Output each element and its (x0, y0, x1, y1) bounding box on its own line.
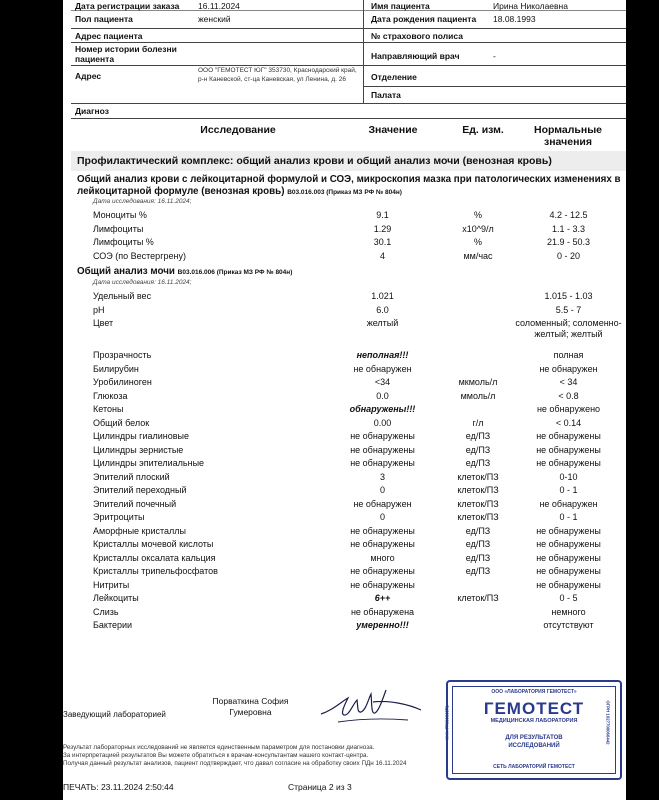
lab-stamp (446, 680, 622, 780)
blood-test-title (77, 174, 622, 198)
urine-row-unit: ед/ПЗ (465, 552, 491, 563)
page-number: Страница 2 из 3 (288, 782, 352, 792)
blood-row-value: 4 (379, 250, 385, 261)
column-unit: Ед. изм. (462, 124, 504, 136)
urine-row-value: умеренно!!! (356, 620, 409, 630)
urine-row-norm: не обнаружено (536, 404, 601, 414)
urine-row-unit: ед/ПЗ (465, 525, 491, 536)
urine-row-norm: не обнаружены (536, 579, 601, 590)
urine-row-value: 0.0 (376, 390, 389, 401)
urine-row-norm: немного (551, 606, 586, 617)
urine-row-name: Лейкоциты (93, 593, 139, 603)
column-test: Исследование (200, 124, 276, 136)
blood-row-norm: 0 - 20 (556, 250, 580, 261)
urine-row-name: Кетоны (93, 404, 124, 414)
header-rule (71, 103, 626, 104)
header-rule (71, 118, 626, 119)
urine-row-name: Бактерии (93, 620, 133, 630)
diagnosis-label: Диагноз (75, 106, 109, 116)
urine-row-value: 0.00 (373, 417, 392, 428)
blood-test-date: Дата исследования: 16.11.2024; (93, 198, 192, 205)
urine-row-value: 3 (379, 471, 385, 482)
urine-row-unit: ммоль/л (460, 390, 496, 401)
urine-row-norm: не обнаружены (536, 566, 601, 576)
stamp-middle-1: ДЛЯ РЕЗУЛЬТАТОВ (505, 735, 563, 741)
urine-test-name: Общий анализ мочи (77, 266, 175, 277)
stamp-bottom-text: СЕТЬ ЛАБОРАТОРИЙ ГЕМОТЕСТ (493, 764, 575, 770)
blood-row-name: Лимфоциты (93, 223, 144, 234)
urine-row-name: Цвет (93, 318, 114, 328)
urine-row-norm: не обнаружены (536, 539, 601, 549)
urine-row-value: не обнаружен (353, 363, 412, 374)
urine-row-norm: полная (553, 350, 584, 360)
blood-row-norm: 21.9 - 50.3 (546, 237, 591, 247)
stamp-brand: ГЕМОТЕСТ (483, 699, 585, 718)
insurance-label: № страхового полиса (371, 31, 463, 41)
urine-row-name: Уробилиноген (93, 377, 152, 387)
urine-row-norm: < 0.8 (558, 390, 579, 401)
urine-row-norm: отсутствуют (543, 620, 594, 630)
blood-row-name: Моноциты % (93, 210, 147, 220)
urine-row-value: не обнаружены (350, 539, 415, 549)
urine-row-norm: 0 - 1 (559, 485, 578, 495)
urine-row-norm: не обнаружены (536, 458, 601, 468)
birth-date-value: 18.08.1993 (493, 14, 536, 24)
stamp-subtitle: МЕДИЦИНСКАЯ ЛАБОРАТОРИЯ (490, 718, 578, 724)
urine-row-norm: не обнаружены (536, 444, 601, 455)
disclaimer-line-1: Результат лабораторных исследований не является единственным параметром для постановки диагноза. (63, 744, 375, 751)
medical-record-label: Номер истории болезни пациента (75, 44, 177, 64)
head-of-lab-name: Порваткина София Гумеровна (212, 696, 289, 717)
urine-row-norm: 0 - 1 (559, 512, 578, 522)
urine-row-norm: соломенный; соломенно-желтый; желтый (515, 318, 622, 339)
urine-row-unit: клеток/ПЗ (457, 498, 499, 509)
patient-address-label: Адрес пациента (75, 31, 143, 41)
blood-row-norm: 1.1 - 3.3 (551, 223, 586, 234)
urine-row-norm: не обнаружены (536, 552, 601, 563)
header-divider (363, 0, 364, 103)
urine-row-name: Слизь (93, 606, 119, 617)
urine-row-value: обнаружены!!! (349, 404, 416, 414)
stamp-top-text: ООО «ЛАБОРАТОРИЯ ГЕМОТЕСТ» (491, 689, 577, 695)
urine-row-norm: 1.015 - 1.03 (544, 291, 593, 301)
urine-row-value: не обнаружены (350, 579, 415, 590)
urine-row-norm: 0 - 5 (559, 593, 578, 603)
gender-label: Пол пациента (75, 14, 133, 24)
signature-image (313, 680, 428, 730)
referring-doctor-value: - (493, 51, 496, 61)
urine-row-name: Кристаллы трипельфосфатов (93, 566, 218, 576)
disclaimer-line-2: За интерпретацией результатов Вы можете обратиться к врачам-консультантам нашего контакт-центра. (63, 752, 369, 759)
stamp-ogrn: ОГРН 1027700066442 (605, 700, 611, 745)
blood-row-norm: 4.2 - 12.5 (549, 210, 588, 220)
blood-row-name: Лимфоциты % (93, 237, 154, 247)
urine-row-norm: не обнаружены (536, 525, 601, 536)
lab-report-page (63, 0, 626, 800)
urine-row-norm: 0-10 (559, 471, 578, 482)
birth-date-label: Дата рождения пациента (371, 14, 477, 24)
urine-row-name: Нитриты (93, 579, 130, 590)
urine-row-value: не обнаружены (350, 525, 415, 536)
urine-row-value: 6.0 (376, 304, 389, 315)
urine-test-title (77, 266, 292, 279)
blood-row-unit: % (473, 210, 482, 220)
header-rule (71, 28, 626, 29)
urine-row-norm: не обнаружен (539, 363, 598, 374)
stamp-middle-2: ИССЛЕДОВАНИЙ (508, 743, 560, 749)
registration-date-value: 16.11.2024 (198, 1, 240, 11)
urine-row-name: Аморфные кристаллы (93, 525, 187, 536)
urine-row-value: не обнаружена (350, 606, 415, 617)
urine-row-value: 1.021 (371, 291, 394, 301)
urine-row-unit: ед/ПЗ (465, 444, 491, 455)
urine-row-norm: не обнаружен (539, 498, 598, 509)
urine-row-unit: ед/ПЗ (465, 431, 491, 441)
urine-row-value: 0 (379, 512, 385, 522)
urine-row-name: pH (93, 304, 105, 315)
urine-row-value: много (370, 552, 395, 563)
urine-row-value: желтый (366, 318, 399, 328)
blood-row-value: 30.1 (373, 237, 392, 247)
urine-row-norm: 5.5 - 7 (555, 304, 582, 315)
urine-row-unit: г/л (472, 417, 484, 428)
patient-name-label: Имя пациента (371, 1, 430, 11)
urine-row-value: не обнаружены (350, 431, 415, 441)
urine-row-value: не обнаружены (350, 566, 415, 576)
blood-row-unit: мм/час (463, 250, 493, 261)
blood-test-code: B03.016.003 (Приказ МЗ РФ № 804н) (287, 188, 402, 196)
urine-row-name: Кристаллы мочевой кислоты (93, 539, 214, 549)
urine-row-norm: < 34 (559, 377, 578, 387)
gender-value: женский (198, 14, 231, 24)
referring-doctor-label: Направляющий врач (371, 51, 460, 61)
urine-row-name: Цилиндры зернистые (93, 444, 184, 455)
urine-row-name: Цилиндры гиалиновые (93, 431, 189, 441)
urine-row-name: Билирубин (93, 363, 139, 374)
column-norm: Нормальные значения (533, 124, 602, 148)
urine-row-name: Эпителий плоский (93, 471, 170, 482)
urine-row-unit: мкмоль/л (458, 377, 498, 387)
urine-row-name: Цилиндры эпителиальные (93, 458, 205, 468)
print-timestamp: ПЕЧАТЬ: 23.11.2024 2:50:44 (63, 782, 174, 792)
urine-row-value: неполная!!! (356, 350, 409, 360)
column-value: Значение (368, 124, 418, 136)
blood-row-name: СОЭ (по Вестергрену) (93, 250, 186, 261)
urine-row-name: Кристаллы оксалата кальция (93, 552, 216, 563)
urine-row-unit: ед/ПЗ (465, 458, 491, 468)
head-of-lab-label: Заведующий лабораторией (63, 710, 166, 719)
blood-test-name: Общий анализ крови с лейкоцитарной формулой и СОЭ, микроскопия мазка при патологических изменениях в лейкоцитарной формуле (венозная кровь) (77, 174, 621, 197)
urine-row-value: не обнаружены (350, 458, 415, 468)
header-rule (71, 42, 626, 43)
urine-row-value: 6++ (374, 593, 391, 603)
urine-row-value: не обнаружен (353, 498, 412, 509)
urine-row-unit: ед/ПЗ (465, 566, 491, 576)
header-rule (71, 65, 626, 66)
header-rule (363, 86, 626, 87)
urine-row-name: Глюкоза (93, 390, 128, 401)
blood-row-unit: % (473, 237, 482, 247)
lab-address-label: Адрес (75, 71, 102, 81)
urine-row-unit: клеток/ПЗ (457, 471, 499, 482)
blood-row-value: 9.1 (376, 210, 389, 220)
urine-row-value: <34 (374, 377, 391, 387)
urine-row-value: не обнаружены (350, 444, 415, 455)
urine-row-norm: < 0.14 (555, 417, 582, 428)
disclaimer-line-3: Получая данный результат анализов, пациент подтверждает, что давал согласие на обработку своих ПДн 16.11.2024 (63, 760, 407, 767)
stamp-inn: ИНН 7709938571 (444, 705, 450, 740)
patient-name-value: Ирина Николаевна (493, 1, 568, 11)
urine-row-unit: ед/ПЗ (465, 539, 491, 549)
urine-row-name: Прозрачность (93, 350, 152, 360)
blood-row-value: 1.29 (373, 223, 392, 234)
urine-row-name: Эпителий переходный (93, 485, 187, 495)
urine-row-value: 0 (379, 485, 385, 495)
urine-test-code: B03.016.006 (Приказ МЗ РФ № 804н) (177, 269, 293, 276)
urine-row-unit: клеток/ПЗ (457, 512, 499, 522)
urine-row-unit: клеток/ПЗ (457, 593, 499, 603)
blood-row-unit: x10^9/л (462, 223, 494, 234)
urine-test-date: Дата исследования: 16.11.2024; (93, 279, 192, 286)
urine-row-name: Удельный вес (93, 291, 152, 301)
urine-row-name: Эритроциты (93, 512, 145, 522)
lab-address-value: ООО "ГЕМОТЕСТ ЮГ" 353730, Краснодарский край, р-н Каневской, ст-ца Каневская, ул Ленина, д. 26 (198, 67, 357, 83)
ward-label: Палата (371, 90, 401, 100)
urine-row-unit: клеток/ПЗ (457, 485, 499, 495)
urine-row-name: Эпителий почечный (93, 498, 177, 509)
department-label: Отделение (371, 72, 417, 82)
urine-row-name: Общий белок (93, 417, 150, 428)
registration-date-label: Дата регистрации заказа (75, 1, 180, 11)
urine-row-norm: не обнаружены (536, 431, 601, 441)
complex-title: Профилактический комплекс: общий анализ крови и общий анализ мочи (венозная кровь) (77, 155, 552, 167)
